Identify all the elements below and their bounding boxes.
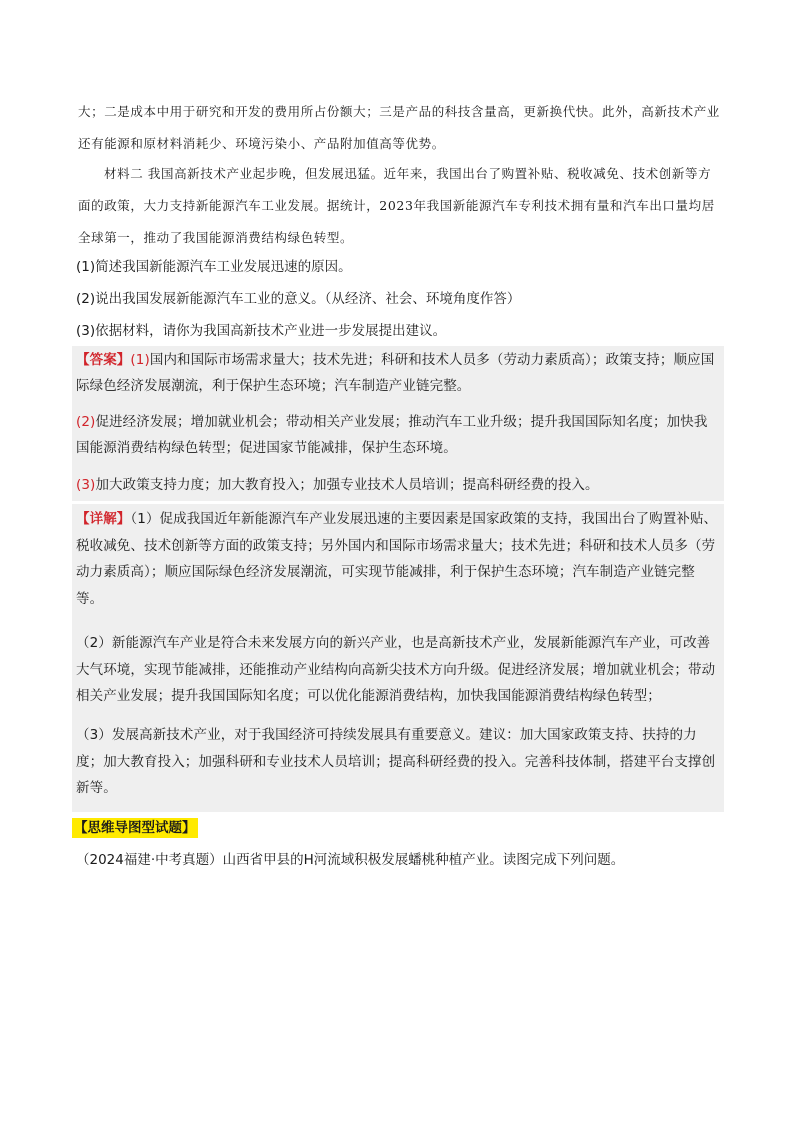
detail-tag: 【详解】 bbox=[76, 511, 131, 527]
material-two: 材料二 我国高新技术产业起步晚，但发展迅猛。近年来，我国出台了购置补贴、税收减免、技术创新等方面的政策，大力支持新能源汽车工业发展。据统计，2023年我国新能源汽车专利技术拥有量和汽车出口量均居全球第一，推动了我国能源消费结构绿色转型。 bbox=[78, 166, 715, 245]
answer-2-number: (2) bbox=[76, 414, 96, 430]
answer-3-number: (3) bbox=[76, 477, 96, 493]
material-one-continuation: 大；二是成本中用于研究和开发的费用所占份额大；三是产品的科技含量高，更新换代快。此外，高新技术产业还有能源和原材料消耗少、环境污染小、产品附加值高等优势。 bbox=[78, 104, 720, 151]
question-1: (1)简述我国新能源汽车工业发展迅速的原因。 bbox=[76, 259, 352, 275]
answer-part-3 bbox=[76, 472, 720, 498]
answer-3-text: 加大政策支持力度；加大教育投入；加强专业技术人员培训；提高科研经费的投入。 bbox=[95, 477, 599, 493]
mindmap-question: （2024福建·中考真题）山西省甲县的H河流域积极发展蟠桃种植产业。读图完成下列问题。 bbox=[76, 852, 625, 868]
detail-part-1 bbox=[76, 506, 720, 612]
detail-1-text: （1）促成我国近年新能源汽车产业发展迅速的主要因素是国家政策的支持，我国出台了购置补贴、税收减免、技术创新等方面的政策支持；另外国内和国际市场需求量大；技术先进；科研和技术人员多（劳动力素质高）；顺应国际绿色经济发展潮流，可实现节能减排，利于保护生态环境；汽车制造产业链完整等。 bbox=[76, 511, 718, 607]
answer-1-text: 国内和国际市场需求量大；技术先进；科研和技术人员多（劳动力素质高）；政策支持；顺应国际绿色经济发展潮流，利于保护生态环境；汽车制造产业链完整。 bbox=[76, 352, 715, 394]
mindmap-section-title: 【思维导图型试题】 bbox=[74, 820, 196, 836]
question-3: (3)依据材料，请你为我国高新技术产业进一步发展提出建议。 bbox=[76, 323, 447, 339]
answer-tag: 【答案】 bbox=[76, 352, 131, 368]
answer-part-2 bbox=[76, 409, 720, 461]
answer-1-number: (1) bbox=[130, 352, 150, 368]
answer-2-text: 促进经济发展；增加就业机会；带动相关产业发展；推动汽车工业升级；提升我国国际知名度；加快我国能源消费结构绿色转型；促进国家节能减排，保护生态环境。 bbox=[76, 414, 708, 456]
detail-part-2: （2）新能源汽车产业是符合未来发展方向的新兴产业，也是高新技术产业，发展新能源汽车产业，可改善大气环境，实现节能减排，还能推动产业结构向高新尖技术方向升级。促进经济发展；增加就业机会；带动相关产业发展；提升我国国际知名度；可以优化能源消费结构，加快我国能源消费结构绿色转型； bbox=[76, 635, 716, 704]
detail-part-3: （3）发展高新技术产业，对于我国经济可持续发展具有重要意义。建议：加大国家政策支持、扶持的力度；加大教育投入；加强科研和专业技术人员培训；提高科研经费的投入。完善科技体制，搭建平台支撑创新等。 bbox=[76, 727, 716, 796]
answer-part-1 bbox=[76, 347, 720, 399]
question-2: (2)说出我国发展新能源汽车工业的意义。（从经济、社会、环境角度作答） bbox=[76, 291, 521, 307]
